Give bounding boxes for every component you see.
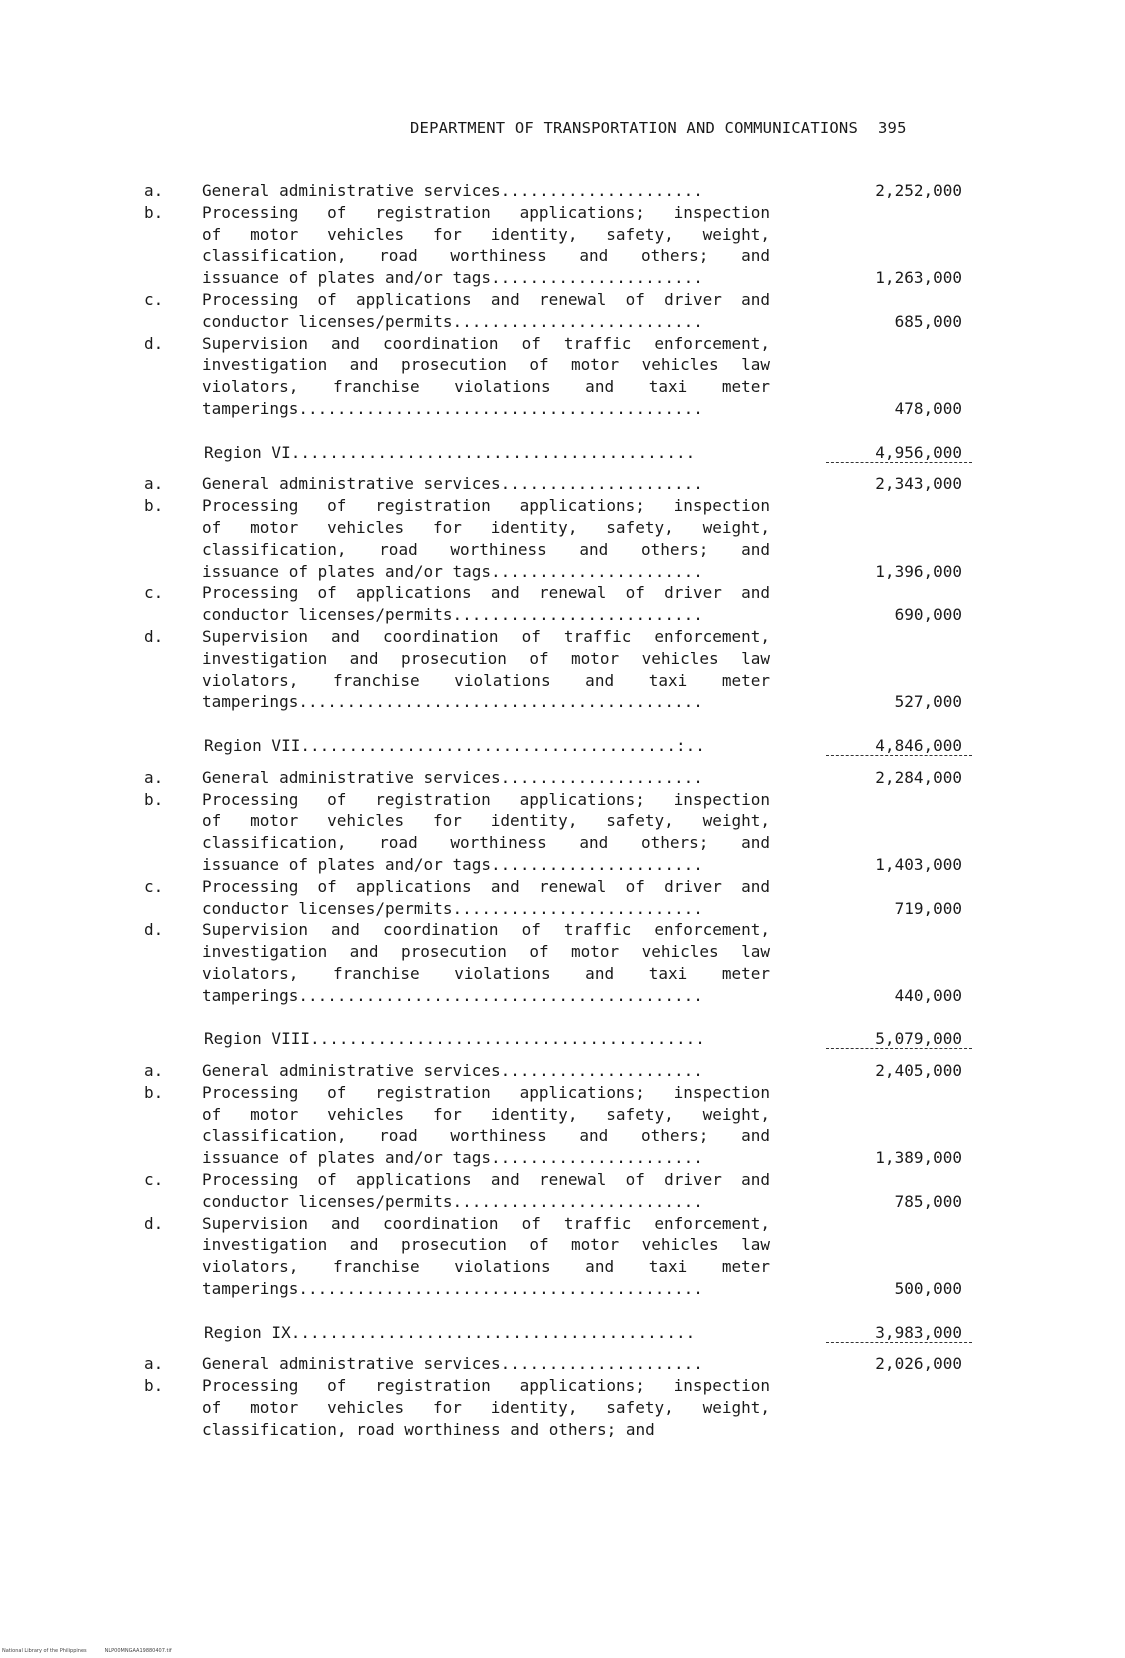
item-text: classification, road worthiness and others; and	[202, 1419, 655, 1439]
item-amount: 1,396,000	[875, 561, 962, 581]
item-line	[0, 1213, 1125, 1235]
item-line	[0, 1375, 1125, 1397]
item-text: Processing of registration applications; inspection	[202, 1082, 770, 1102]
item-line	[0, 670, 1125, 692]
item-amount: 440,000	[894, 985, 962, 1005]
item-text: tamperings..........................................	[202, 1279, 703, 1299]
item-text: violators, franchise violations and taxi meter	[202, 377, 770, 397]
item-amount: 690,000	[894, 605, 962, 625]
item-line	[0, 963, 1125, 985]
item-line	[0, 1256, 1125, 1278]
item-text: Processing of applications and renewal of driver and	[202, 289, 770, 309]
item-line	[0, 582, 1125, 604]
item-amount: 719,000	[894, 898, 962, 918]
item-text: General administrative services.....................	[202, 181, 703, 200]
section-spacer	[0, 1300, 1125, 1322]
item-text: General administrative services.....................	[202, 1061, 703, 1081]
item-line	[0, 539, 1125, 561]
section-spacer	[0, 1050, 1125, 1060]
item-line	[0, 398, 1125, 420]
item-line	[0, 898, 1125, 920]
item-line	[0, 1278, 1125, 1300]
item-text: Supervision and coordination of traffic enforcement,	[202, 626, 770, 646]
item-text: Supervision and coordination of traffic enforcement,	[202, 1213, 770, 1233]
item-letter: b.	[144, 789, 164, 809]
item-text: violators, franchise violations and taxi meter	[202, 1257, 770, 1277]
item-amount: 500,000	[894, 1279, 962, 1299]
item-line	[0, 604, 1125, 626]
region-label: Region VIII.........................................	[204, 1029, 705, 1049]
budget-listing	[0, 180, 1125, 1441]
item-line	[0, 919, 1125, 941]
item-line	[0, 1125, 1125, 1147]
item-text: conductor licenses/permits..........................	[202, 1191, 703, 1211]
scan-footer	[2, 1648, 172, 1654]
item-amount: 685,000	[894, 311, 962, 331]
page-number: 395	[878, 119, 907, 137]
item-line	[0, 561, 1125, 583]
item-text: conductor licenses/permits..........................	[202, 605, 703, 625]
item-text: of motor vehicles for identity, safety, weight,	[202, 224, 770, 244]
region-label: Region IX..........................................	[204, 1322, 696, 1342]
item-amount: 2,405,000	[875, 1061, 962, 1081]
item-letter: b.	[144, 496, 164, 516]
item-text: issuance of plates and/or tags......................	[202, 1148, 703, 1168]
section-spacer	[0, 463, 1125, 473]
item-line	[0, 289, 1125, 311]
item-letter: c.	[144, 876, 164, 896]
item-text: Supervision and coordination of traffic enforcement,	[202, 920, 770, 940]
item-line	[0, 648, 1125, 670]
header-title: DEPARTMENT OF TRANSPORTATION AND COMMUNICATIONS	[410, 119, 858, 137]
item-line	[0, 626, 1125, 648]
item-text: investigation and prosecution of motor vehicles law	[202, 1235, 770, 1255]
item-line	[0, 941, 1125, 963]
item-line	[0, 333, 1125, 355]
item-text: tamperings..........................................	[202, 692, 703, 712]
item-line	[0, 1191, 1125, 1213]
item-text: violators, franchise violations and taxi meter	[202, 963, 770, 983]
item-line	[0, 354, 1125, 376]
item-line	[0, 691, 1125, 713]
library-credit: National Library of the Philippines	[2, 1648, 87, 1654]
item-text: General administrative services.....................	[202, 474, 703, 494]
item-text: of motor vehicles for identity, safety, weight,	[202, 1398, 770, 1418]
item-text: violators, franchise violations and taxi meter	[202, 670, 770, 690]
item-amount: 2,284,000	[875, 767, 962, 787]
item-text: General administrative services.....................	[202, 1354, 703, 1374]
item-line	[0, 376, 1125, 398]
item-text: classification, road worthiness and others; and	[202, 833, 770, 853]
item-text: investigation and prosecution of motor vehicles law	[202, 942, 770, 962]
item-text: Supervision and coordination of traffic enforcement,	[202, 333, 770, 353]
item-amount: 785,000	[894, 1191, 962, 1211]
item-text: Processing of applications and renewal of driver and	[202, 1170, 770, 1190]
item-letter: b.	[144, 1376, 164, 1396]
region-total-row	[0, 735, 1125, 757]
item-line	[0, 1060, 1125, 1082]
section-spacer	[0, 1343, 1125, 1353]
item-line	[0, 495, 1125, 517]
item-text: conductor licenses/permits..........................	[202, 898, 703, 918]
section-spacer	[0, 420, 1125, 442]
item-line	[0, 789, 1125, 811]
item-line	[0, 876, 1125, 898]
item-line	[0, 854, 1125, 876]
region-amount: 3,983,000	[875, 1322, 962, 1342]
item-text: issuance of plates and/or tags......................	[202, 561, 703, 581]
region-label: Region VI..........................................	[204, 442, 696, 462]
item-line	[0, 1397, 1125, 1419]
item-amount: 527,000	[894, 692, 962, 712]
item-letter: a.	[144, 1354, 164, 1374]
item-line	[0, 245, 1125, 267]
item-amount: 1,403,000	[875, 854, 962, 874]
item-line	[0, 1234, 1125, 1256]
total-underline	[826, 1048, 972, 1049]
item-text: issuance of plates and/or tags......................	[202, 854, 703, 874]
item-line	[0, 1353, 1125, 1375]
item-line	[0, 832, 1125, 854]
item-line	[0, 224, 1125, 246]
item-letter: a.	[144, 474, 164, 494]
total-underline	[826, 1342, 972, 1343]
item-line	[0, 202, 1125, 224]
item-line	[0, 1082, 1125, 1104]
item-amount: 1,389,000	[875, 1148, 962, 1168]
item-letter: b.	[144, 202, 164, 222]
item-text: of motor vehicles for identity, safety, weight,	[202, 1104, 770, 1124]
item-line	[0, 985, 1125, 1007]
item-line	[0, 1419, 1125, 1441]
item-text: Processing of applications and renewal of driver and	[202, 583, 770, 603]
item-text: issuance of plates and/or tags......................	[202, 268, 703, 288]
item-amount: 2,252,000	[875, 181, 962, 200]
item-text: Processing of registration applications; inspection	[202, 1376, 770, 1396]
page-header	[410, 119, 980, 137]
item-amount: 478,000	[894, 398, 962, 418]
item-text: tamperings..........................................	[202, 985, 703, 1005]
region-amount: 5,079,000	[875, 1029, 962, 1049]
total-underline	[826, 462, 972, 463]
item-line	[0, 1169, 1125, 1191]
item-line	[0, 517, 1125, 539]
item-text: of motor vehicles for identity, safety, weight,	[202, 811, 770, 831]
item-letter: d.	[144, 626, 164, 646]
item-letter: c.	[144, 289, 164, 309]
item-text: conductor licenses/permits..........................	[202, 311, 703, 331]
section-spacer	[0, 1006, 1125, 1028]
item-letter: a.	[144, 767, 164, 787]
item-line	[0, 311, 1125, 333]
item-line	[0, 1104, 1125, 1126]
item-letter: a.	[144, 1061, 164, 1081]
item-text: Processing of registration applications; inspection	[202, 202, 770, 222]
item-line	[0, 1147, 1125, 1169]
region-total-row	[0, 1028, 1125, 1050]
item-line	[0, 767, 1125, 789]
item-text: Processing of registration applications; inspection	[202, 789, 770, 809]
item-line	[0, 810, 1125, 832]
item-letter: d.	[144, 333, 164, 353]
region-label: Region VII.......................................:..	[204, 735, 705, 755]
item-text: tamperings..........................................	[202, 398, 703, 418]
item-letter: d.	[144, 920, 164, 940]
item-letter: b.	[144, 1082, 164, 1102]
region-total-row	[0, 442, 1125, 464]
item-text: classification, road worthiness and others; and	[202, 539, 770, 559]
item-text: classification, road worthiness and others; and	[202, 246, 770, 266]
section-spacer	[0, 713, 1125, 735]
item-text: General administrative services.....................	[202, 767, 703, 787]
file-name: NLP00MNGAA19880407.tif	[104, 1648, 172, 1654]
item-text: classification, road worthiness and others; and	[202, 1126, 770, 1146]
item-line	[0, 180, 1125, 202]
item-letter: d.	[144, 1213, 164, 1233]
item-text: investigation and prosecution of motor vehicles law	[202, 355, 770, 375]
total-underline	[826, 755, 972, 756]
item-letter: c.	[144, 583, 164, 603]
item-letter: c.	[144, 1170, 164, 1190]
item-text: of motor vehicles for identity, safety, weight,	[202, 517, 770, 537]
region-total-row	[0, 1322, 1125, 1344]
item-text: Processing of applications and renewal of driver and	[202, 876, 770, 896]
region-amount: 4,846,000	[875, 735, 962, 755]
item-amount: 2,343,000	[875, 474, 962, 494]
item-text: investigation and prosecution of motor vehicles law	[202, 648, 770, 668]
region-amount: 4,956,000	[875, 442, 962, 462]
item-text: Processing of registration applications; inspection	[202, 496, 770, 516]
section-spacer	[0, 757, 1125, 767]
item-amount: 1,263,000	[875, 268, 962, 288]
item-line	[0, 473, 1125, 495]
item-amount: 2,026,000	[875, 1354, 962, 1374]
item-letter: a.	[144, 181, 164, 200]
item-line	[0, 267, 1125, 289]
